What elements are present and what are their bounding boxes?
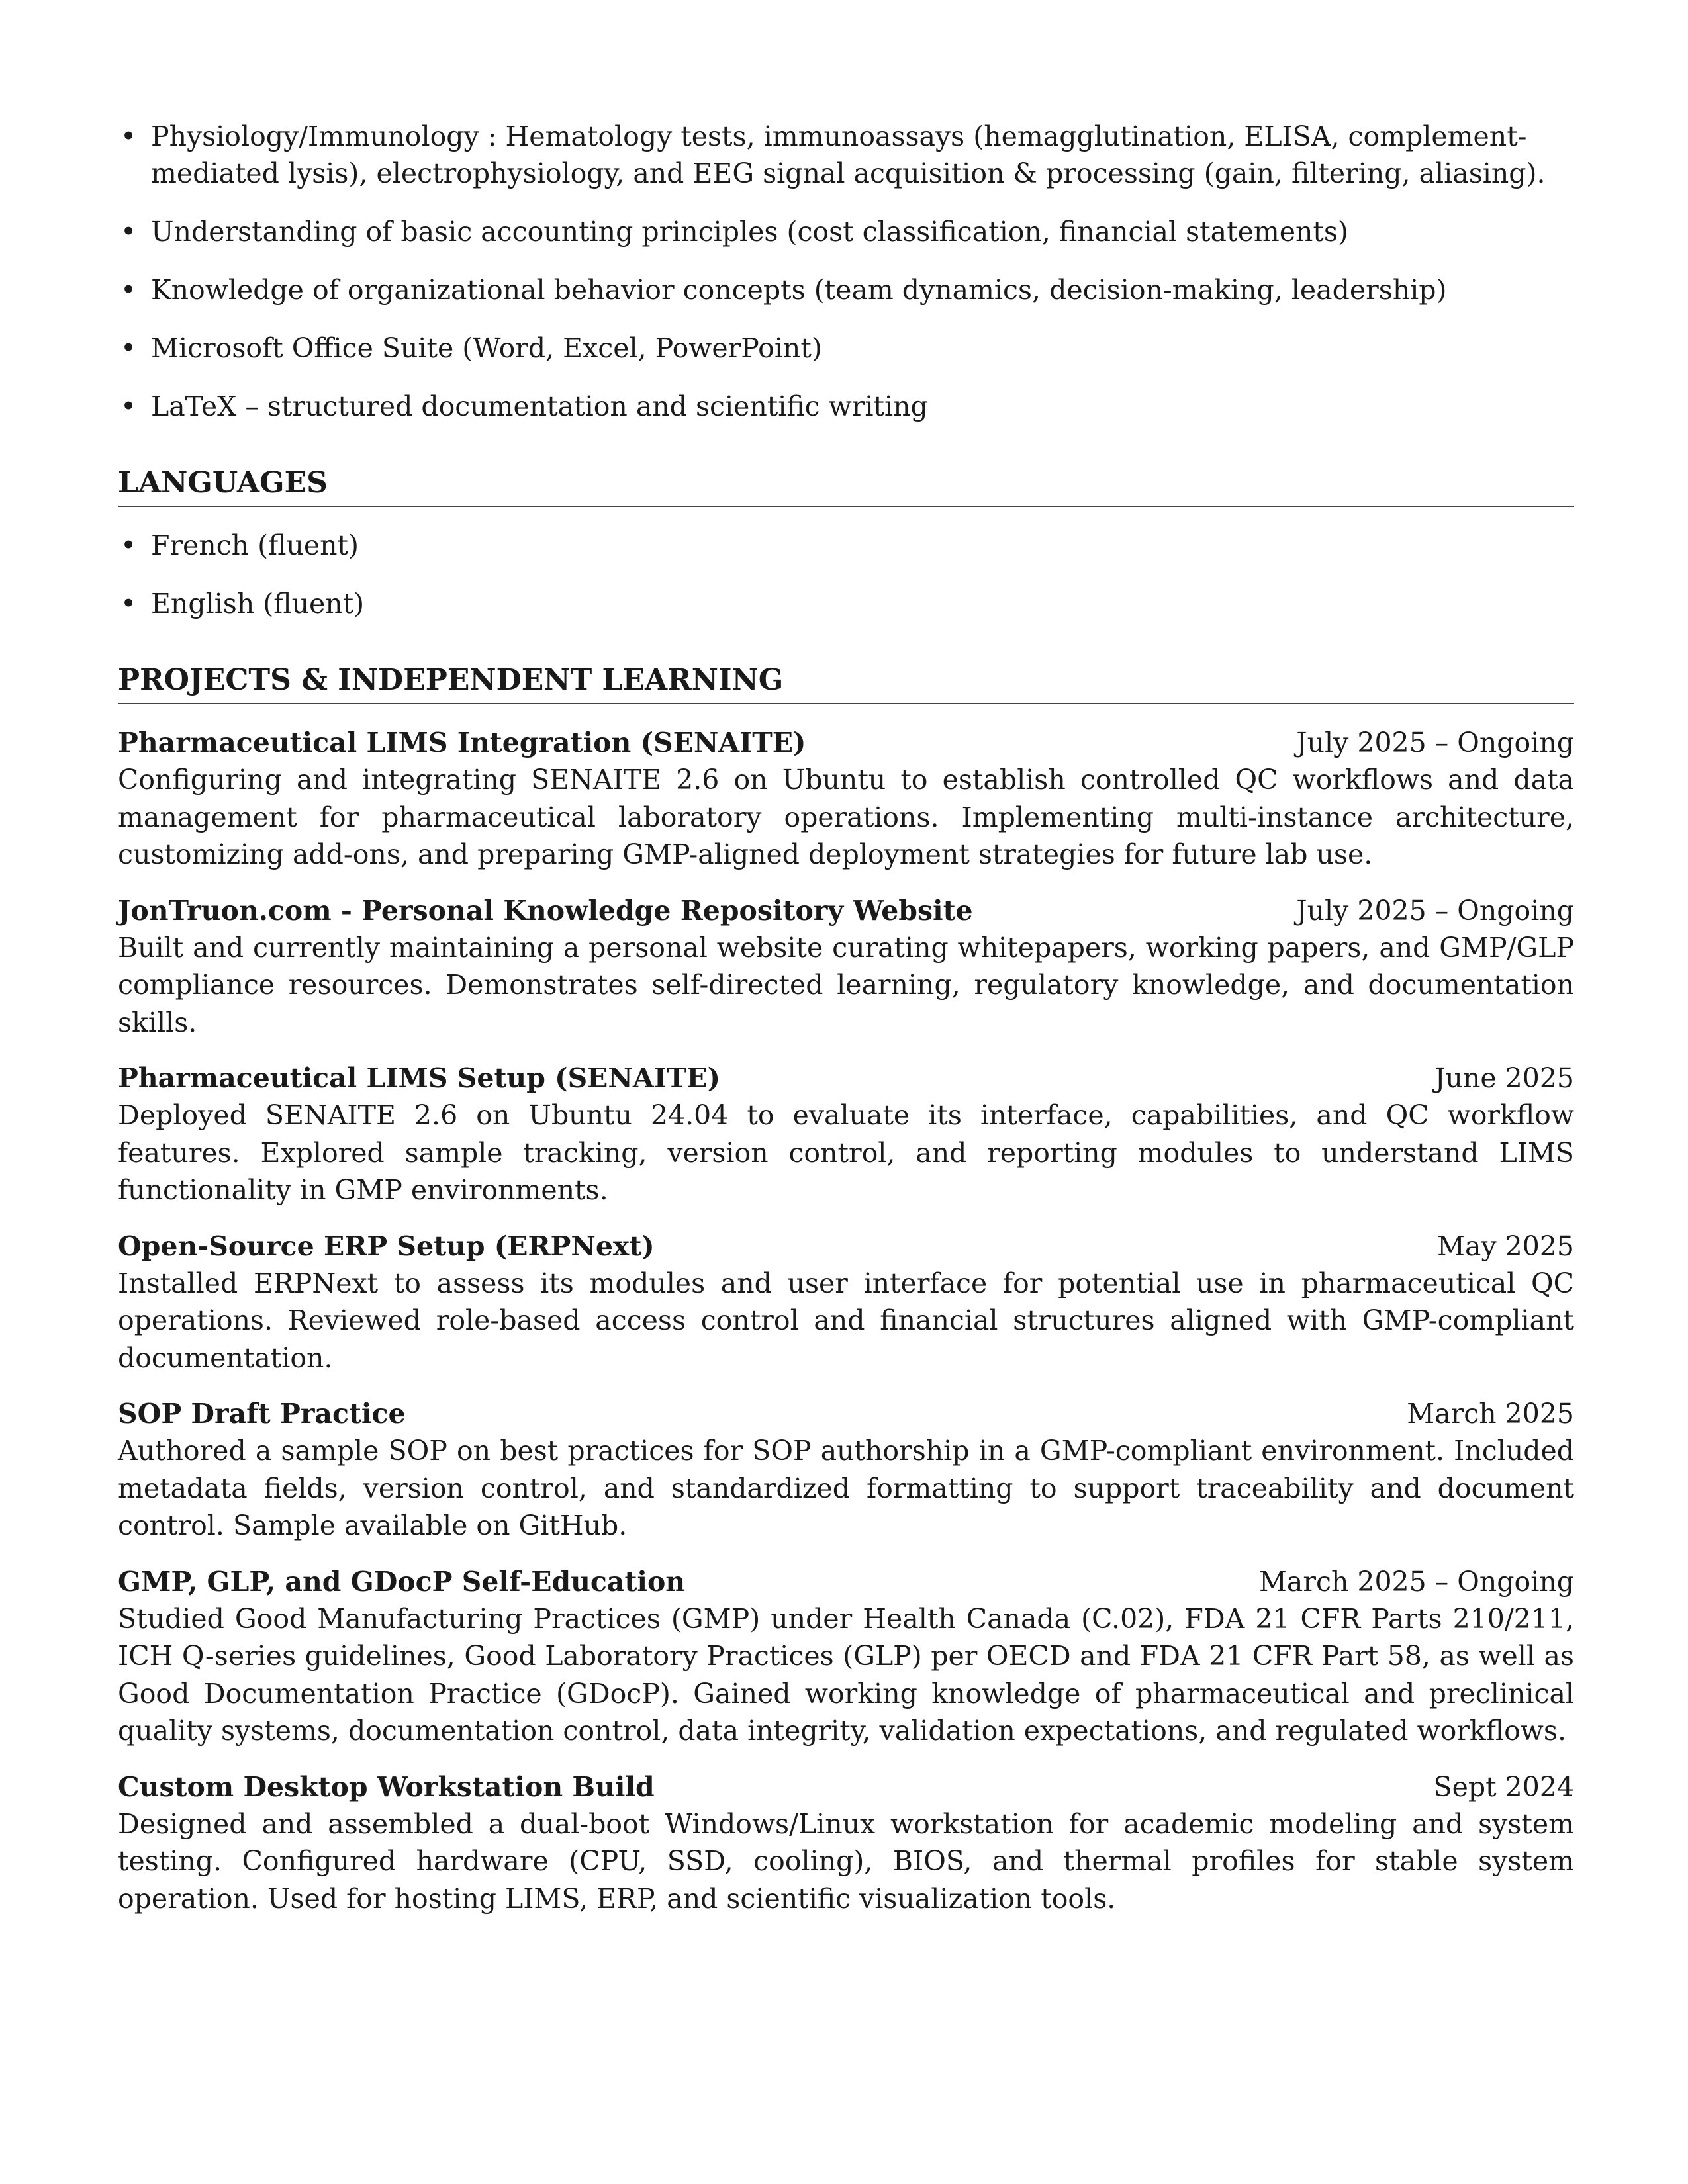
project-entry: [118, 892, 1574, 1042]
project-entry: [118, 1768, 1574, 1918]
language-item-french: • French (fluent): [118, 527, 1574, 564]
project-description: Studied Good Manufacturing Practices (GMP) under Health Canada (C.02), FDA 21 CFR Parts 210/211, ICH Q-series guidelines, Good Laboratory Practices (GLP) per OECD and FDA 21 CFR Part 58, as well as Good Documentation Practice (GDocP). Gained working knowledge of pharmaceutical and preclinical quality systems, documentation control, data integrity, validation expectations, and regulated workflows.: [118, 1602, 1574, 1747]
project-title: Open-Source ERP Setup (ERPNext): [118, 1230, 655, 1262]
languages-heading: LANGUAGES: [118, 465, 1574, 507]
project-entry: [118, 1228, 1574, 1377]
project-date: June 2025: [1434, 1062, 1574, 1094]
languages-list: [118, 527, 1574, 622]
project-date: Sept 2024: [1433, 1770, 1574, 1803]
project-description: Authored a sample SOP on best practices for SOP authorship in a GMP-compliant environment. Included metadata fields, version control, and standardized formatting to support traceability and document control. Sample available on GitHub.: [118, 1435, 1574, 1541]
project-title: GMP, GLP, and GDocP Self-Education: [118, 1565, 686, 1598]
project-description: Deployed SENAITE 2.6 on Ubuntu 24.04 to evaluate its interface, capabilities, and QC workflow features. Explored sample tracking, version control, and reporting modules to understand LIMS functionality in GMP environments.: [118, 1099, 1574, 1206]
projects-section: [118, 724, 1574, 1917]
project-entry: [118, 1060, 1574, 1209]
project-header: [118, 1768, 1574, 1805]
project-header: [118, 1228, 1574, 1265]
resume-page: [118, 118, 1574, 1936]
skills-list: [118, 118, 1574, 425]
languages-section: [118, 527, 1574, 622]
skill-item-microsoft-office: • Microsoft Office Suite (Word, Excel, PowerPoint): [118, 330, 1574, 367]
skill-item-physiology: • Physiology/Immunology : Hematology tests, immunoassays (hemagglutination, ELISA, complement-mediated lysis), electrophysiology, and EEG signal acquisition & processing (gain, filtering, aliasing).: [118, 118, 1574, 192]
project-description: Installed ERPNext to assess its modules and user interface for potential use in pharmaceutical QC operations. Reviewed role-based access control and financial structures aligned with GMP-compliant documentation.: [118, 1267, 1574, 1374]
language-item-english: • English (fluent): [118, 585, 1574, 622]
project-date: March 2025 – Ongoing: [1258, 1565, 1574, 1598]
project-description: Built and currently maintaining a personal website curating whitepapers, working papers, and GMP/GLP compliance resources. Demonstrates self-directed learning, regulatory knowledge, and documentation skills.: [118, 931, 1574, 1038]
skill-item-accounting: • Understanding of basic accounting principles (cost classification, financial statements): [118, 213, 1574, 250]
project-entry: [118, 1395, 1574, 1545]
project-header: [118, 892, 1574, 929]
skill-item-latex: • LaTeX – structured documentation and scientific writing: [118, 388, 1574, 425]
project-header: [118, 1060, 1574, 1097]
project-date: July 2025 – Ongoing: [1296, 894, 1574, 927]
project-title: Custom Desktop Workstation Build: [118, 1770, 655, 1803]
project-date: May 2025: [1437, 1230, 1574, 1262]
project-title: JonTruon.com - Personal Knowledge Repository Website: [118, 894, 973, 927]
project-title: SOP Draft Practice: [118, 1398, 406, 1430]
skill-item-organizational-behavior: • Knowledge of organizational behavior concepts (team dynamics, decision-making, leadership): [118, 271, 1574, 308]
project-header: [118, 724, 1574, 761]
project-description: Designed and assembled a dual-boot Windows/Linux workstation for academic modeling and system testing. Configured hardware (CPU, SSD, cooling), BIOS, and thermal profiles for stable system operation. Used for hosting LIMS, ERP, and scientific visualization tools.: [118, 1807, 1574, 1915]
project-date: March 2025: [1407, 1398, 1574, 1430]
project-title: Pharmaceutical LIMS Integration (SENAITE): [118, 727, 806, 758]
project-description: Configuring and integrating SENAITE 2.6 on Ubuntu to establish controlled QC workflows and data management for pharmaceutical laboratory operations. Implementing multi-instance architecture, customizing add-ons, and preparing GMP-aligned deployment strategies for future lab use.: [118, 764, 1574, 870]
project-date: July 2025 – Ongoing: [1296, 727, 1574, 758]
project-entry: [118, 1563, 1574, 1750]
project-entry: [118, 724, 1574, 874]
projects-heading: PROJECTS & INDEPENDENT LEARNING: [118, 662, 1574, 704]
project-header: [118, 1395, 1574, 1432]
project-title: Pharmaceutical LIMS Setup (SENAITE): [118, 1062, 721, 1094]
project-header: [118, 1563, 1574, 1600]
